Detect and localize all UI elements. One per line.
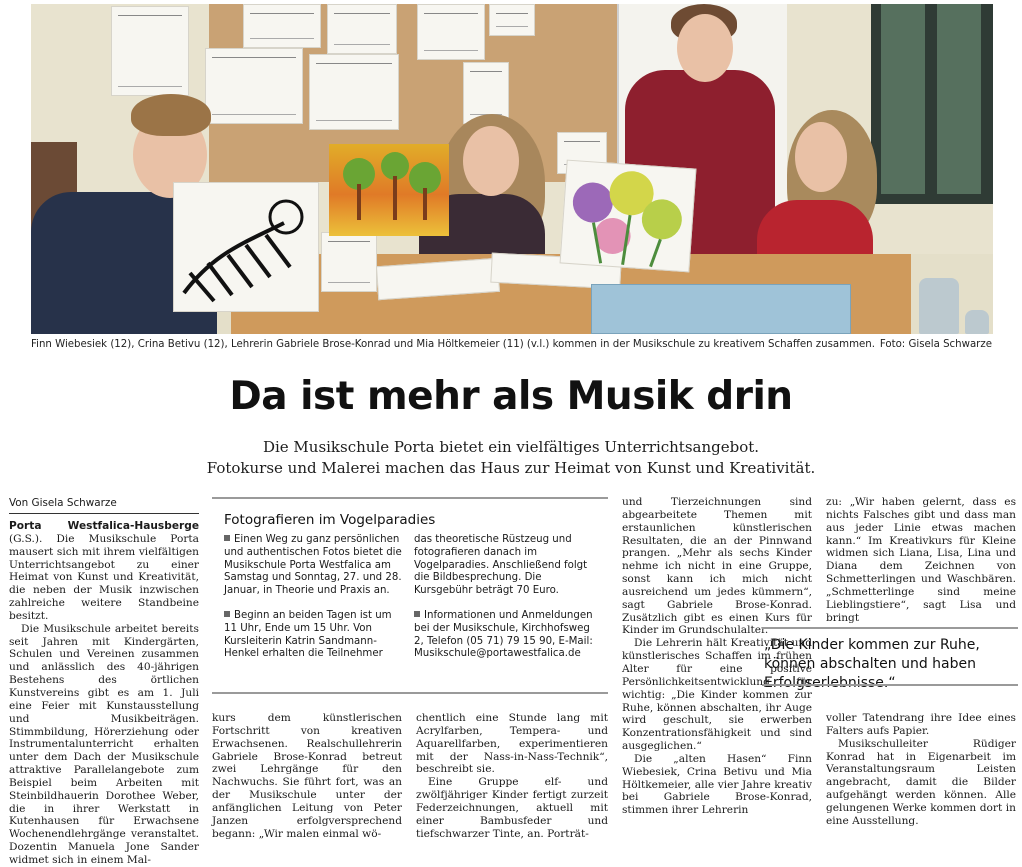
pullquote-bottom-rule <box>762 684 1018 686</box>
column-4-paragraph-1: und Tierzeichnungen sind abgearbeitete Themen mit erstaunlichen künstlerischen Resultaten, die an der Pinnwand prangen. „Mehr als sechs Kinder nehme ich nicht in eine Gruppe, sonst kann ich mich nicht ausreichend um jedes kümmern“, sagt Gabriele Brose-Konrad. Zusätzlich gibt es einen Kurs für Kinder im Grundschulalter. <box>622 496 812 637</box>
infobox-top-rule <box>212 497 608 499</box>
photo-caption: Finn Wiebesiek (12), Crina Betivu (12), Lehrerin Gabriele Brose-Konrad und Mia Höltkemeier (11) (v.l.) kommen in der Musikschule zu kreativem Schaffen zusammen. <box>31 339 875 350</box>
photo-artwork-tiger <box>173 182 319 312</box>
article-headline: Da ist mehr als Musik drin <box>229 374 793 419</box>
bullet-icon <box>414 611 420 617</box>
infobox-title: Fotografieren im Vogelparadies <box>224 512 436 528</box>
byline-rule <box>9 513 199 514</box>
photo-artwork-flowers <box>560 160 697 273</box>
bullet-icon <box>224 611 230 617</box>
dateline: Porta Westfalica-Hausberge <box>9 520 199 532</box>
article-photo <box>31 4 993 334</box>
infobox-text: das theoretische Rüstzeug und fotografieren danach im Vogelparadies. Anschließend folgt die Bildbesprechung. Die Kursgebühr beträgt 70 Euro. <box>414 534 588 597</box>
column-3-paragraph-1: chentlich eine Stunde lang mit Acrylfarben, Tempera- und Aquarellfarben, experimentieren mit der Nass-in-Nass-Technik“, beschreibt sie. <box>416 712 608 776</box>
lead-paragraph: (G.S.). Die Musikschule Porta mausert sich mit ihrem vielfältigen Unterrichtsangebot zu einer Heimat von Kunst und Kreativität, die neben der Musik inzwischen zahlreiche weitere Standbeine besitzt. <box>9 532 199 622</box>
infobox-text: Einen Weg zu ganz persönlichen und authentischen Fotos bietet die Musikschule Porta Westfalica am Samstag und Sonntag, 27. und 28. Januar, in Theorie und Praxis an. <box>224 534 402 597</box>
column-1 <box>9 520 199 867</box>
column-4-paragraph-2: Die Lehrerin hält Kreativität und künstlerisches Schaffen im frühen Alter für eine positive Persönlichkeitsentwicklung für wichtig: „Die Kinder kommen zur Ruhe, können abschalten, ihr Auge wird geschult, sie erwerben Konzentrationsfähigkeit und sind ausgeglichen.“ <box>622 637 812 753</box>
photo-window <box>871 4 993 204</box>
column-4-paragraph-3: Die „alten Hasen“ Finn Wiebesiek, Crina Betivu und Mia Höltkemeier, alle vier Jahre kreativ bei Gabriele Brose-Konrad, stimmen ihrer Lehrerin <box>622 752 812 817</box>
column-5-paragraph-1: zu: „Wir haben gelernt, dass es nichts Falsches gibt und dass man aus jeder Linie etwas machen kann.“ Im Kreativkurs für Kleine widmen sich Liana, Lisa, Lina und Diana dem Zeichnen von Schmetterlingen und Waschbären. „Schmetterlinge sind meine Lieblingstiere“, sagt Lisa und bringt <box>826 496 1016 624</box>
infobox-contact: Informationen und Anmeldungen bei der Musikschule, Kirchhofsweg 2, Telefon (05 71) 79 15 90, E-Mail: Musikschule@portawestfalica.de <box>414 609 593 660</box>
column-2 <box>212 712 402 840</box>
infobox-left-column <box>224 534 404 661</box>
infobox-right-column <box>414 534 600 661</box>
bullet-icon <box>224 535 230 541</box>
photo-credit: Foto: Gisela Schwarze <box>879 339 992 350</box>
column-1-paragraph-2: Die Musikschule arbeitet bereits seit Jahren mit Kindergärten, Schulen und Vereinen zusammen und anlässlich des 40-jährigen Bestehens des örtlichen Kunstvereins gibt es am 1. Juli eine Feier mit Kunstausstellung und Musikbeiträgen. Stimmbildung, Hörerziehung oder Instrumentalunterricht erhalten unter dem Dach der Musikschule attraktive Parallelangebote zum Beispiel beim Arbeiten mit Steinbildhauerin Dorothee Weber, die in ihrer Werkstatt in Kutenhausen für Erwachsene Wochenendlehrgänge veranstaltet. Dozentin Manuela Jone Sander widmet sich in einem Mal- <box>9 622 199 866</box>
column-2-paragraph: kurs dem künstlerischen Fortschritt von kreativen Erwachsenen. Realschullehrerin Gabriele Brose-Konrad betreut zwei Lehrgänge für den Nachwuchs. Sie führt fort, was an der Musikschule unter der anfänglichen Leitung von Peter Janzen erfolgversprechend begann: „Wir malen einmal wö- <box>212 712 402 840</box>
column-3-paragraph-2: Eine Gruppe elf- und zwölfjähriger Kinder fertigt zurzeit Federzeichnungen, aktuell mit einer Bambusfeder und tiefschwarzer Tinte, an. Porträt- <box>416 776 608 840</box>
article-subheadline-line-2: Fotokurse und Malerei machen das Haus zur Heimat von Kunst und Kreativität. <box>206 459 816 477</box>
pullquote-top-rule <box>762 627 1018 629</box>
column-5-lower <box>826 712 1016 828</box>
pull-quote: „Die Kinder kommen zur Ruhe, können abschalten und haben Erfolgserlebnisse.“ <box>764 637 980 691</box>
article-subheadline-line-1: Die Musikschule Porta bietet ein vielfältiges Unterrichtsangebot. <box>262 438 760 456</box>
infobox-text: Beginn an beiden Tagen ist um 11 Uhr, Ende um 15 Uhr. Von Kursleiterin Katrin Sandmann-Henkel erhalten die Teilnehmer <box>224 609 392 660</box>
column-5 <box>826 496 1016 624</box>
column-5-paragraph-3: Musikschulleiter Rüdiger Konrad hat in Eigenarbeit im Veranstaltungsraum Leisten angebracht, damit die Bilder aufgehängt werden können. Alle gelungenen Werke kommen dort in eine Ausstellung. <box>826 737 1016 827</box>
column-3 <box>416 712 608 840</box>
photo-artwork-landscape <box>329 144 449 236</box>
column-5-paragraph-2: voller Tatendrang ihre Idee eines Falters aufs Papier. <box>826 712 1016 737</box>
byline: Von Gisela Schwarze <box>9 497 117 509</box>
infobox-bottom-rule <box>212 692 608 694</box>
